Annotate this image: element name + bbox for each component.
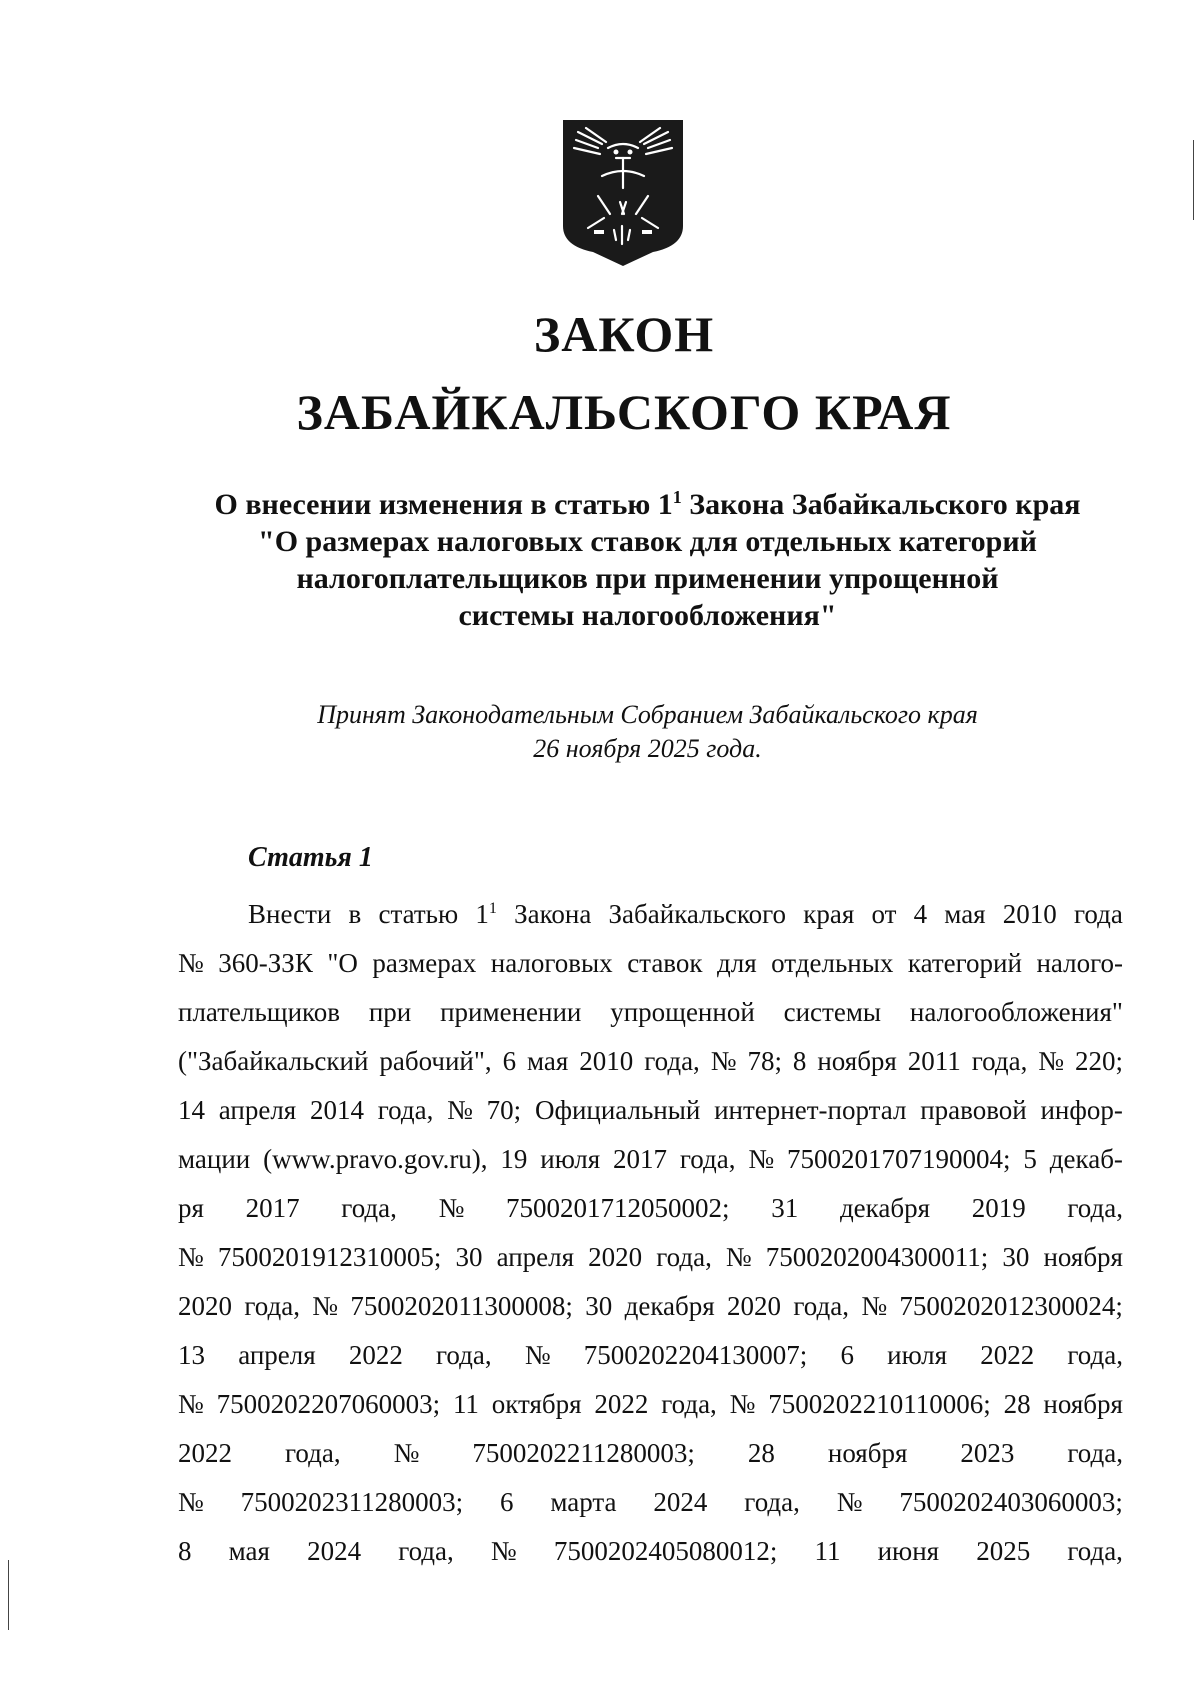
article-word: интернет-портал: [714, 1095, 907, 1125]
article-word: "О: [327, 948, 358, 978]
article-word: инфор-: [1040, 1095, 1123, 1125]
law-title-line-1: [175, 486, 1120, 523]
article-word: года,: [341, 1193, 397, 1223]
article-word: 2011: [907, 1046, 961, 1076]
article-word: отдельных: [771, 948, 894, 978]
article-body-line: [178, 1380, 1123, 1429]
article-word: года,: [793, 1291, 849, 1321]
article-word: года: [1073, 899, 1123, 929]
article-word: 7500202211280003;: [472, 1438, 695, 1468]
article-word: рабочий",: [379, 1046, 492, 1076]
law-title-line-2: "О размерах налоговых ставок для отдельных категорий: [258, 525, 1037, 558]
article-word: ("Забайкальский: [178, 1046, 369, 1076]
article-word: 7500202403060003;: [899, 1487, 1123, 1517]
article-word: 2022: [178, 1438, 232, 1468]
article-word: ноября: [1043, 1242, 1123, 1272]
law-title-line-4: системы налогообложения": [458, 599, 837, 632]
article-word: 7500201912310005;: [217, 1242, 442, 1272]
article-word: 8: [178, 1536, 192, 1566]
article-word: декабря: [624, 1291, 715, 1321]
article-word: 2020: [588, 1242, 643, 1272]
article-word: 2010: [1002, 899, 1057, 929]
article-word: №: [1038, 1046, 1065, 1076]
article-word: ноября: [827, 1438, 908, 1468]
article-word: 7500201712050002;: [506, 1193, 730, 1223]
article-word: Официальный: [534, 1095, 701, 1125]
article-word: №: [438, 1193, 465, 1223]
article-body-line: [178, 1086, 1123, 1135]
article-word: №: [178, 1389, 204, 1419]
article-word: декаб-: [1049, 1144, 1123, 1174]
law-title-superscript: 1: [672, 487, 682, 507]
adoption-note: [215, 698, 1080, 766]
article-word: 2020: [727, 1291, 782, 1321]
article-word: 7500202405080012;: [553, 1536, 778, 1566]
article-word: года,: [1067, 1193, 1123, 1223]
article-word: ставок: [627, 948, 703, 978]
article-word: 2017: [245, 1193, 300, 1223]
article-word: правовой: [920, 1095, 1027, 1125]
article-word: года,: [1067, 1438, 1123, 1468]
article-word: 28: [1003, 1389, 1031, 1419]
article-word: 8: [792, 1046, 807, 1076]
article-word: ноября: [817, 1046, 897, 1076]
article-word: системы: [783, 997, 882, 1027]
article-word: 19: [500, 1144, 528, 1174]
article-word: №: [178, 948, 204, 978]
article-word: года,: [1067, 1536, 1123, 1566]
article-word: №: [447, 1095, 473, 1125]
article-body-line: [178, 1429, 1123, 1478]
article-word: 2022: [980, 1340, 1035, 1370]
article-word: плательщиков: [178, 997, 341, 1027]
article-body: [178, 890, 1123, 1576]
article-word: года,: [1067, 1340, 1123, 1370]
article-word: от: [871, 899, 897, 929]
adoption-note-line-1: Принят Законодательным Собранием Забайкальского края: [317, 700, 978, 729]
article-word: июля: [887, 1340, 948, 1370]
article-word: №: [490, 1536, 517, 1566]
article-word: №: [710, 1046, 737, 1076]
article-word: налоговых: [490, 948, 613, 978]
article-word: декабря: [839, 1193, 931, 1223]
article-word: 31: [771, 1193, 799, 1223]
article-word: Внести: [248, 899, 332, 929]
article-word: ноября: [1043, 1389, 1123, 1419]
article-word: №: [312, 1291, 339, 1321]
article-word: года,: [744, 1487, 800, 1517]
article-word: $1^1$: [475, 899, 497, 929]
article-word: года,: [971, 1046, 1028, 1076]
scan-edge-mark: [8, 1560, 9, 1630]
article-word: №: [729, 1389, 756, 1419]
article-word: 2020: [178, 1291, 232, 1321]
adoption-date: 26 ноября 2025 года.: [533, 734, 762, 763]
article-word: года,: [436, 1340, 492, 1370]
article-body-line: [178, 1478, 1123, 1527]
article-word: июля: [540, 1144, 601, 1174]
article-body-line: [178, 939, 1123, 988]
article-word: года,: [377, 1095, 434, 1125]
article-body-line: [178, 1331, 1123, 1380]
article-body-line: [178, 1184, 1123, 1233]
coat-of-arms-icon: [558, 118, 688, 268]
article-word: 30: [455, 1242, 483, 1272]
article-word: 7500202004300011;: [765, 1242, 989, 1272]
article-word: 2023: [960, 1438, 1015, 1468]
article-word: 2014: [310, 1095, 364, 1125]
article-word: 4: [913, 899, 928, 929]
article-body-line: [178, 1282, 1123, 1331]
article-word: 2024: [653, 1487, 708, 1517]
article-word: 2010: [579, 1046, 634, 1076]
article-heading: Статья 1: [248, 842, 373, 873]
law-title-line-3: налогоплательщиков при применении упрощенной: [296, 562, 999, 595]
article-word: 70;: [486, 1095, 522, 1125]
article-word: (www.pravo.gov.ru),: [263, 1144, 488, 1174]
article-body-line: [178, 1037, 1123, 1086]
article-word: для: [717, 948, 757, 978]
law-title-line-1-rest: Закона Забайкальского края: [681, 488, 1081, 521]
article-word: №: [748, 1144, 775, 1174]
article-word: 11: [452, 1389, 479, 1419]
article-word: размерах: [372, 948, 477, 978]
article-word: 7500202311280003;: [240, 1487, 464, 1517]
article-word: Забайкальского: [608, 899, 787, 929]
article-word: 7500202204130007;: [583, 1340, 808, 1370]
article-word: в: [348, 899, 362, 929]
article-word: 28: [747, 1438, 775, 1468]
article-word: мации: [178, 1144, 251, 1174]
article-word: упрощенной: [610, 997, 755, 1027]
article-word: 220;: [1074, 1046, 1123, 1076]
article-word: №: [861, 1291, 888, 1321]
article-word: при: [368, 997, 412, 1027]
document-title: ЗАКОН: [533, 306, 715, 362]
article-body-line: [178, 988, 1123, 1037]
article-word: ря: [178, 1193, 204, 1223]
law-title-line-1-text: О внесении изменения в статью 1: [214, 488, 673, 521]
article-word: 2025: [976, 1536, 1031, 1566]
article-word: мая: [527, 1046, 569, 1076]
article-word: года,: [398, 1536, 454, 1566]
article-word: 360-ЗЗК: [218, 948, 313, 978]
article-word: №: [524, 1340, 551, 1370]
article-word: марта: [550, 1487, 617, 1517]
article-word: 30: [1002, 1242, 1030, 1272]
scan-edge-mark: [1193, 140, 1194, 220]
article-word: края: [803, 899, 855, 929]
article-word: 2017: [613, 1144, 668, 1174]
article-word: 7500202207060003;: [216, 1389, 441, 1419]
article-word: мая: [944, 899, 986, 929]
article-word: 7500201707190004;: [787, 1144, 1011, 1174]
article-word: октября: [491, 1389, 582, 1419]
article-word: 6: [502, 1046, 517, 1076]
article-word: апреля: [238, 1340, 316, 1370]
article-word: налогообложения": [909, 997, 1123, 1027]
article-word: №: [178, 1242, 204, 1272]
article-word: категорий: [907, 948, 1022, 978]
article-body-line: [178, 1233, 1123, 1282]
article-word: 13: [178, 1340, 205, 1370]
article-word: года,: [661, 1389, 717, 1419]
article-body-line: [178, 1135, 1123, 1184]
article-word: применении: [440, 997, 582, 1027]
article-word: Закона: [514, 899, 592, 929]
article-word: 2022: [594, 1389, 649, 1419]
article-word: 6: [500, 1487, 514, 1517]
article-word: 7500202011300008;: [350, 1291, 573, 1321]
article-word: апреля: [496, 1242, 575, 1272]
law-title: [175, 486, 1120, 634]
article-word: 11: [814, 1536, 841, 1566]
article-word: 6: [840, 1340, 854, 1370]
article-word: 7500202210110006;: [768, 1389, 991, 1419]
article-word: 14: [178, 1095, 205, 1125]
article-word: апреля: [218, 1095, 297, 1125]
article-word: статью: [378, 899, 459, 929]
article-word: года,: [244, 1291, 300, 1321]
article-word: июня: [877, 1536, 940, 1566]
article-word: 2022: [348, 1340, 403, 1370]
article-word: года,: [285, 1438, 341, 1468]
article-word: 30: [585, 1291, 613, 1321]
article-word: года,: [679, 1144, 736, 1174]
document-subtitle-region: ЗАБАЙКАЛЬСКОГО КРАЯ: [296, 384, 952, 440]
article-word: №: [393, 1438, 420, 1468]
article-word: №: [725, 1242, 752, 1272]
article-word: 5: [1023, 1144, 1037, 1174]
article-word: налого-: [1036, 948, 1123, 978]
article-word: 78;: [747, 1046, 782, 1076]
article-word: 7500202012300024;: [899, 1291, 1123, 1321]
article-word: мая: [228, 1536, 270, 1566]
article-body-line: [178, 890, 1123, 939]
article-word: №: [836, 1487, 863, 1517]
article-word: 2024: [307, 1536, 362, 1566]
article-body-line: [178, 1527, 1123, 1576]
article-word: 2019: [971, 1193, 1026, 1223]
article-word: года,: [644, 1046, 700, 1076]
article-word: №: [178, 1487, 204, 1517]
article-word: года,: [656, 1242, 712, 1272]
